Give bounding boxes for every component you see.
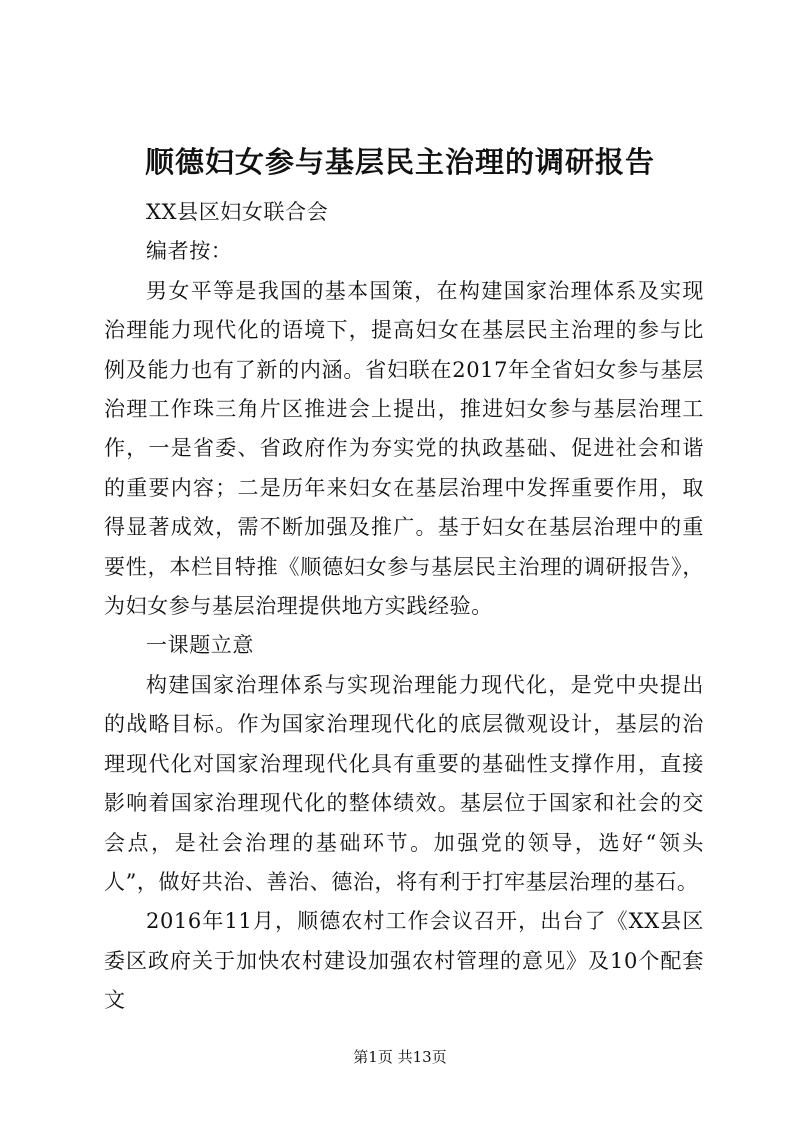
document-body [104, 193, 704, 1021]
editor-note-heading: 编者按： [146, 239, 233, 264]
author-line: XX县区妇女联合会 [146, 200, 329, 224]
document-title: 顺德妇女参与基层民主治理的调研报告 [144, 145, 655, 179]
section-heading-topic: 一课题立意 [146, 633, 254, 658]
paragraph-meeting: 2016年11月，顺德农村工作会议召开，出台了《XX县区委区政府关于加快农村建设加强农村管理的意见》及10个配套文 [104, 909, 704, 1013]
paragraph-intro: 男女平等是我国的基本国策，在构建国家治理体系及实现治理能力现代化的语境下，提高妇女在基层民主治理的参与比例及能力也有了新的内涵。省妇联在2017年全省妇女参与基层治理工作珠三角片区推进会上提出，推进妇女参与基层治理工作，一是省委、省政府作为夯实党的执政基础、促进社会和谐的重要内容；二是历年来妇女在基层治理中发挥重要作用，取得显著成效，需不断加强及推广。基于妇女在基层治理中的重要性，本栏目特推《顺德妇女参与基层民主治理的调研报告》，为妇女参与基层治理提供地方实践经验。 [104, 278, 704, 619]
page-number-footer: 第1页 共13页 [353, 1048, 447, 1066]
paragraph-strategy: 构建国家治理体系与实现治理能力现代化，是党中央提出的战略目标。作为国家治理现代化的底层微观设计，基层的治理现代化对国家治理现代化具有重要的基础性支撑作用，直接影响着国家治理现代化的整体绩效。基层位于国家和社会的交会点，是社会治理的基础环节。加强党的领导，选好“领头人”，做好共治、善治、德治，将有利于打牢基层治理的基石。 [104, 672, 704, 894]
